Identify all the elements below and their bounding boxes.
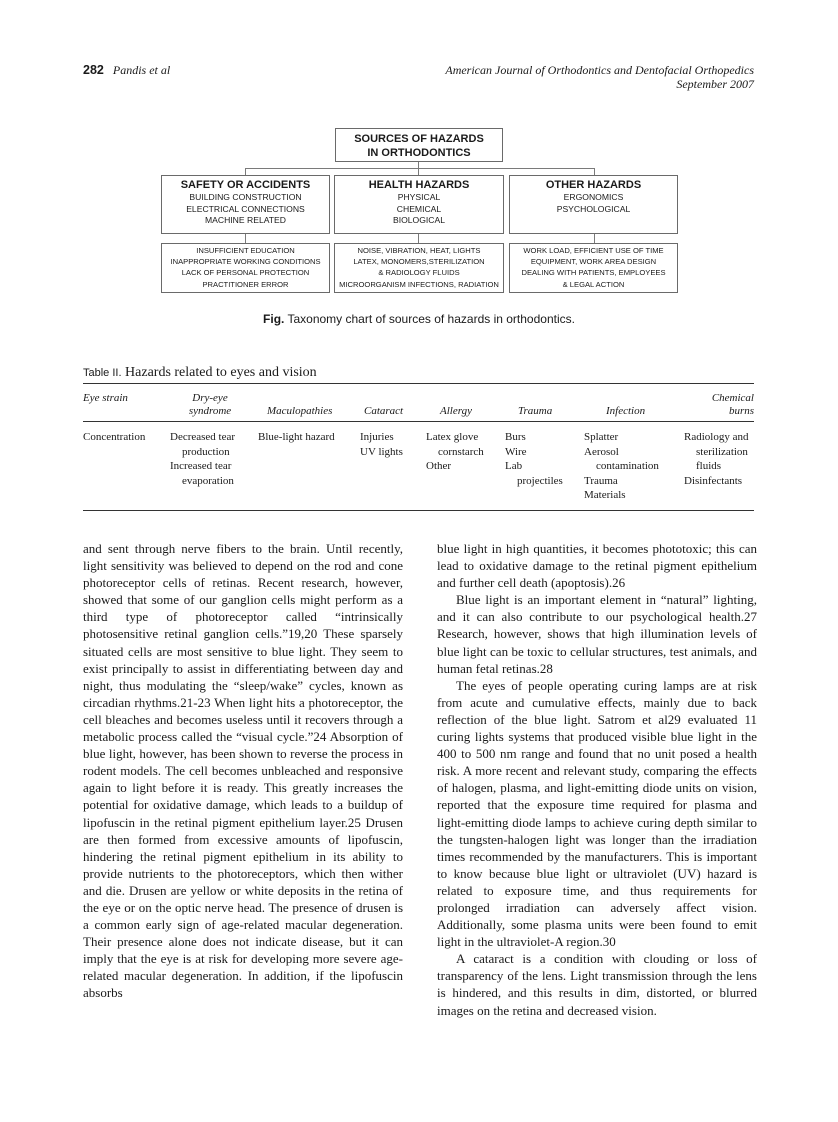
table-header-eye-strain: Eye strain	[83, 392, 128, 404]
table-label: Table II.	[83, 367, 122, 379]
table-cell-cataract: Injuries UV lights	[360, 431, 403, 458]
connector	[245, 234, 246, 243]
detail-box-safety	[161, 243, 330, 293]
connector	[594, 168, 595, 175]
figure-label: Fig.	[263, 312, 285, 326]
table-header-infection: Infection	[606, 405, 646, 417]
figure-caption	[0, 312, 838, 326]
table-header-chemical-burns: Chemical burns	[711, 392, 754, 417]
detail-item: EQUIPMENT, WORK AREA DESIGN	[530, 257, 657, 267]
table-title: Hazards related to eyes and vision	[125, 365, 317, 380]
paragraph: Blue light is an important element in “natural” lighting, and it can also contribute to our psychological health.27 Research, however, shows that high illumination levels of blue light can be toxic to cellular structures, test animals, and human fetal retinas.28	[437, 592, 757, 676]
detail-item: PRACTITIONER ERROR	[202, 279, 289, 289]
table-bottom-rule	[83, 510, 754, 511]
detail-box-health	[334, 243, 504, 293]
connector	[245, 168, 595, 169]
table-header-rule	[83, 421, 754, 422]
table-cell-trauma: Burs Wire Lab projectiles	[505, 431, 563, 487]
branch-item: CHEMICAL	[396, 203, 442, 214]
branch-item: ERGONOMICS	[563, 192, 624, 202]
branch-box-other	[509, 175, 678, 234]
journal-name: American Journal of Orthodontics and Dentofacial Orthopedics	[445, 63, 754, 77]
table-cell-maculopathies: Blue-light hazard	[258, 431, 335, 443]
detail-item: & RADIOLOGY FLUIDS	[378, 268, 460, 278]
detail-item: & LEGAL ACTION	[562, 279, 625, 289]
running-header-left	[83, 63, 170, 78]
table-header-maculopathies: Maculopathies	[267, 405, 333, 417]
connector	[245, 168, 246, 175]
issue-date: September 2007	[676, 77, 754, 91]
connector	[594, 234, 595, 243]
connector	[418, 168, 419, 175]
detail-item: INSUFFICIENT EDUCATION	[196, 246, 295, 255]
branch-item: PHYSICAL	[397, 192, 441, 202]
root-title-line1: SOURCES OF HAZARDS	[354, 133, 484, 145]
branch-title: OTHER HAZARDS	[545, 179, 642, 191]
branch-item: BIOLOGICAL	[392, 215, 446, 226]
table-header-dry-eye: Dry-eye syndrome	[188, 392, 232, 417]
branch-title: SAFETY OR ACCIDENTS	[180, 179, 311, 191]
table-cell-infection: Splatter Aerosol contamination Trauma Materials	[584, 431, 659, 501]
detail-item: INAPPROPRIATE WORKING CONDITIONS	[170, 257, 321, 267]
detail-box-other	[509, 243, 678, 293]
root-title-line2: IN ORTHODONTICS	[367, 147, 471, 159]
root-box	[335, 128, 503, 162]
detail-item: DEALING WITH PATIENTS, EMPLOYEES	[521, 268, 666, 278]
table-caption	[83, 365, 317, 381]
table-cell-allergy: Latex glove cornstarch Other	[426, 431, 484, 472]
table-cell-dry-eye: Decreased tear production Increased tear evaporation	[170, 431, 236, 487]
branch-box-health	[334, 175, 504, 234]
table-header-cataract: Cataract	[364, 405, 404, 417]
branch-item: BUILDING CONSTRUCTION	[189, 192, 302, 202]
authors: Pandis et al	[112, 63, 171, 77]
detail-item: NOISE, VIBRATION, HEAT, LIGHTS	[357, 246, 481, 255]
branch-item: MACHINE RELATED	[204, 215, 286, 226]
table-cell-chemical-burns: Radiology and sterilization fluids Disinfectants	[684, 431, 749, 487]
detail-item: LACK OF PERSONAL PROTECTION	[181, 268, 310, 278]
detail-item: WORK LOAD, EFFICIENT USE OF TIME	[523, 246, 664, 255]
paragraph: and sent through nerve fibers to the brain. Until recently, light sensitivity was believed to depend on the rod and cone photoreceptor cells of retinas. Recent research, however, showed that some of our ganglion cells might perform as a third type of photoreceptor called “intrinsically photosensitive retinal ganglion cells.”19,20 These sparsely situated cells are most sensitive to blue light. They seem to exist principally to assist in differentiating between day and night, thus modulating the “sleep/wake” cycles, known as circadian rhythms.21-23 When light hits a photoreceptor, the cell bleaches and becomes useless until it recovers through a metabolic process called the “visual cycle.”24 Absorption of blue light, however, has been shown to reverse the process in rodent models. The cell becomes unbleached and responsive again to light before it is ready. This greatly increases the potential for oxidative damage, which leads to a buildup of lipofuscin in the retinal pigment epithelium layer.25 Drusen are then formed from excessive amounts of lipofuscin, hindering the retinal pigment epithelium in its ability to provide nutrients to the photoreceptors, which then wither and die. Drusen are yellow or white deposits in the retina of the eye or on the optic nerve head. The presence of drusen is a common early sign of age-related macular degeneration. Their presence alone does not indicate disease, but it can imply that the eye is at risk for developing more severe age-related macular degeneration. In addition, if the lipofuscin absorbs	[83, 541, 403, 1001]
table-top-rule	[83, 383, 754, 384]
table-header-trauma: Trauma	[518, 405, 553, 417]
paragraph: blue light in high quantities, it becomes phototoxic; this can lead to oxidative damage to the retinal pigment epithelium and further cell death (apoptosis).26	[437, 541, 757, 591]
table-header-allergy: Allergy	[440, 405, 472, 417]
paragraph: A cataract is a condition with clouding or loss of transparency of the lens. Light transmission through the lens is hindered, and this results in dim, distorted, or blurred images on the retina and decreased vision.	[437, 951, 757, 1018]
page-number: 282	[83, 63, 104, 77]
branch-item: ELECTRICAL CONNECTIONS	[186, 203, 305, 214]
figure-caption-text: Taxonomy chart of sources of hazards in orthodontics.	[287, 312, 575, 326]
branch-box-safety	[161, 175, 330, 234]
table-cell-eye-strain: Concentration	[83, 431, 146, 443]
detail-item: MICROORGANISM INFECTIONS, RADIATION	[339, 279, 499, 289]
running-header-right	[445, 63, 754, 91]
branch-item: PSYCHOLOGICAL	[556, 203, 631, 214]
body-left-column	[83, 540, 403, 1002]
body-right-column	[437, 540, 757, 1019]
connector	[418, 234, 419, 243]
branch-title: HEALTH HAZARDS	[368, 179, 470, 191]
paragraph: The eyes of people operating curing lamps are at risk from acute and cumulative effects, mainly due to back reflection of the blue light. Satrom et al29 evaluated 11 curing lights systems that produced visible blue light in the 400 to 500 nm range and found that no unit posed a health risk. A more recent and relevant study, comparing the effects of halogen, plasma, and light-emitting diode units on vision, reported that the exposure time required for plasma and light-emitting diode lamps to achieve curing depth similar to the tungsten-halogen light was longer than the irradiation times recommended by the manufacturers. This is important to know because blue light or ultraviolet (UV) hazard is related to exposure time, and thus requirements for prolonged irradiation can adversely affect vision. Additionally, some plasma units were been found to emit light in the ultraviolet-A region.30	[437, 677, 757, 950]
detail-item: LATEX, MONOMERS,STERILIZATION	[353, 257, 485, 267]
